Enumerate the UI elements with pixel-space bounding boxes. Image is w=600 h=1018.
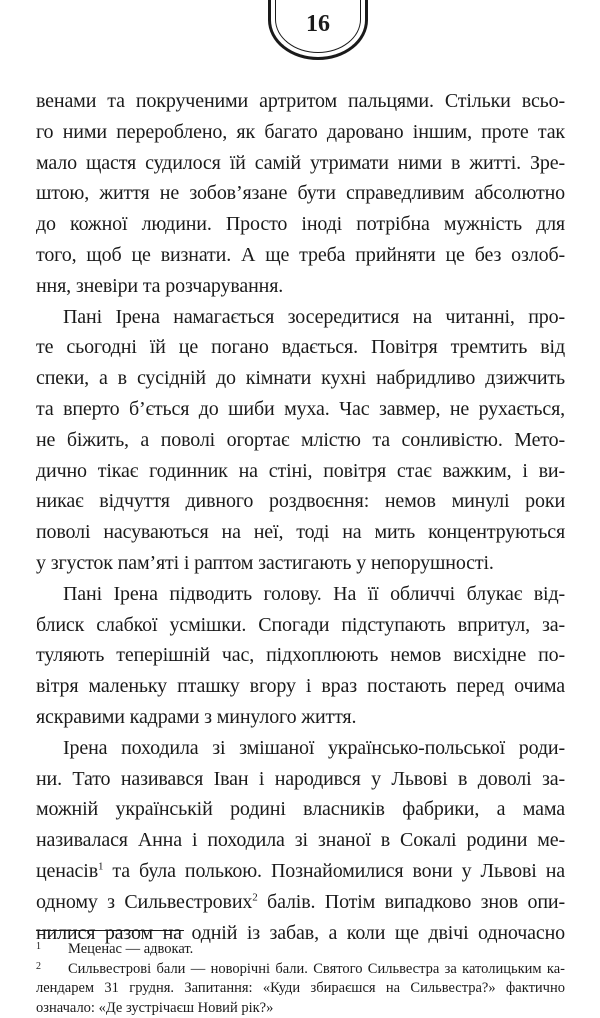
page-number-frame [268,0,368,60]
footnote-text: Меценас — адвокат. [68,940,565,960]
text-line [36,856,565,887]
footnote-text: Сильвестрові бали — новорічні бали. Святого Сильвестра за католицьким ка- [68,960,565,980]
text-line: никає відчуття дивного роздвоєння: немов минулі роки [36,486,565,517]
text-line: того, щоб це визнати. А ще треба прийняти це без озлоб- [36,240,565,271]
text-line: до кожної людини. Просто іноді потрібна мужність для [36,209,565,240]
paragraph [36,302,565,579]
text-line: блиск слабкої усмішки. Спогади підступають впритул, за- [36,610,565,641]
footnotes [36,940,565,1018]
text-line: мало щастя судилося їй самій утримати ними в житті. Зре- [36,148,565,179]
text-line: не біжить, а поволі огортає млістю та сонливістю. Мето- [36,425,565,456]
text-line: Ірена походила зі змішаної українсько-польської роди- [36,733,565,764]
text-line: спеки, а в сусідній до кімнати кухні набридливо дзижчить [36,363,565,394]
text-fragment: ценасів [36,860,98,882]
footnote-text: лендарем 31 грудня. Запитання: «Куди збираєшся на Сильвестра?» фактично [36,979,565,999]
text-line: венами та покрученими артритом пальцями. Стільки всьо- [36,86,565,117]
footnote [36,940,565,960]
text-fragment: одному з Сильвестрових [36,891,252,913]
text-fragment: балів. Потім випадково знов опи- [258,891,565,913]
text-line: яскравими кадрами з минулого життя. [36,702,565,733]
text-line: туляють теперішній час, підхоплюють немов висхідне по- [36,640,565,671]
text-line: Пані Ірена підводить голову. На її обличчі блукає від- [36,579,565,610]
paragraph [36,733,565,949]
text-line: у згусток пам’яті і раптом застигають у непорушності. [36,548,565,579]
text-line: ння, зневіри та розчарування. [36,271,565,302]
text-line: нилися разом на одній із забав, а коли ще двічі одночасно [36,918,565,949]
paragraph [36,579,565,733]
text-line: го ними перероблено, як багато даровано іншим, проте так [36,117,565,148]
footnote-number: 2 [36,957,41,977]
page-number: 16 [306,11,330,38]
text-fragment: та була полькою. Познайомилися вони у Львові на [103,860,565,882]
footnote [36,960,565,980]
text-line: дично тікає годинник на стіні, повітря стає важким, і ви- [36,456,565,487]
body-text [36,86,565,948]
text-line [36,887,565,918]
footnote-divider [36,930,184,931]
text-line: поволі насуваються на неї, тоді на мить концентруються [36,517,565,548]
text-line: називалася Анна і походила зі знаної в Сокалі родини ме- [36,825,565,856]
footnote-number: 1 [36,937,41,957]
text-line: та вперто б’ється до шиби муха. Час завмер, не рухається, [36,394,565,425]
text-line: те сьогодні їй це погано вдається. Повітря тремтить від [36,332,565,363]
text-line: штою, життя не зобов’язане бути справедливим абсолютно [36,178,565,209]
paragraph [36,86,565,302]
footnote-text: означало: «Де зустрічаєш Новий рік?» [36,999,565,1018]
footnote-ref: 2 [252,891,257,903]
footnote-continuation [36,979,565,1018]
text-line: ни. Тато називався Іван і народився у Львові в доволі за- [36,764,565,795]
text-line: вітря маленьку пташку вгору і враз постають перед очима [36,671,565,702]
text-line: можній українській родині власників фабрики, а мама [36,794,565,825]
text-line: Пані Ірена намагається зосередитися на читанні, про- [36,302,565,333]
footnote-ref: 1 [98,860,103,872]
